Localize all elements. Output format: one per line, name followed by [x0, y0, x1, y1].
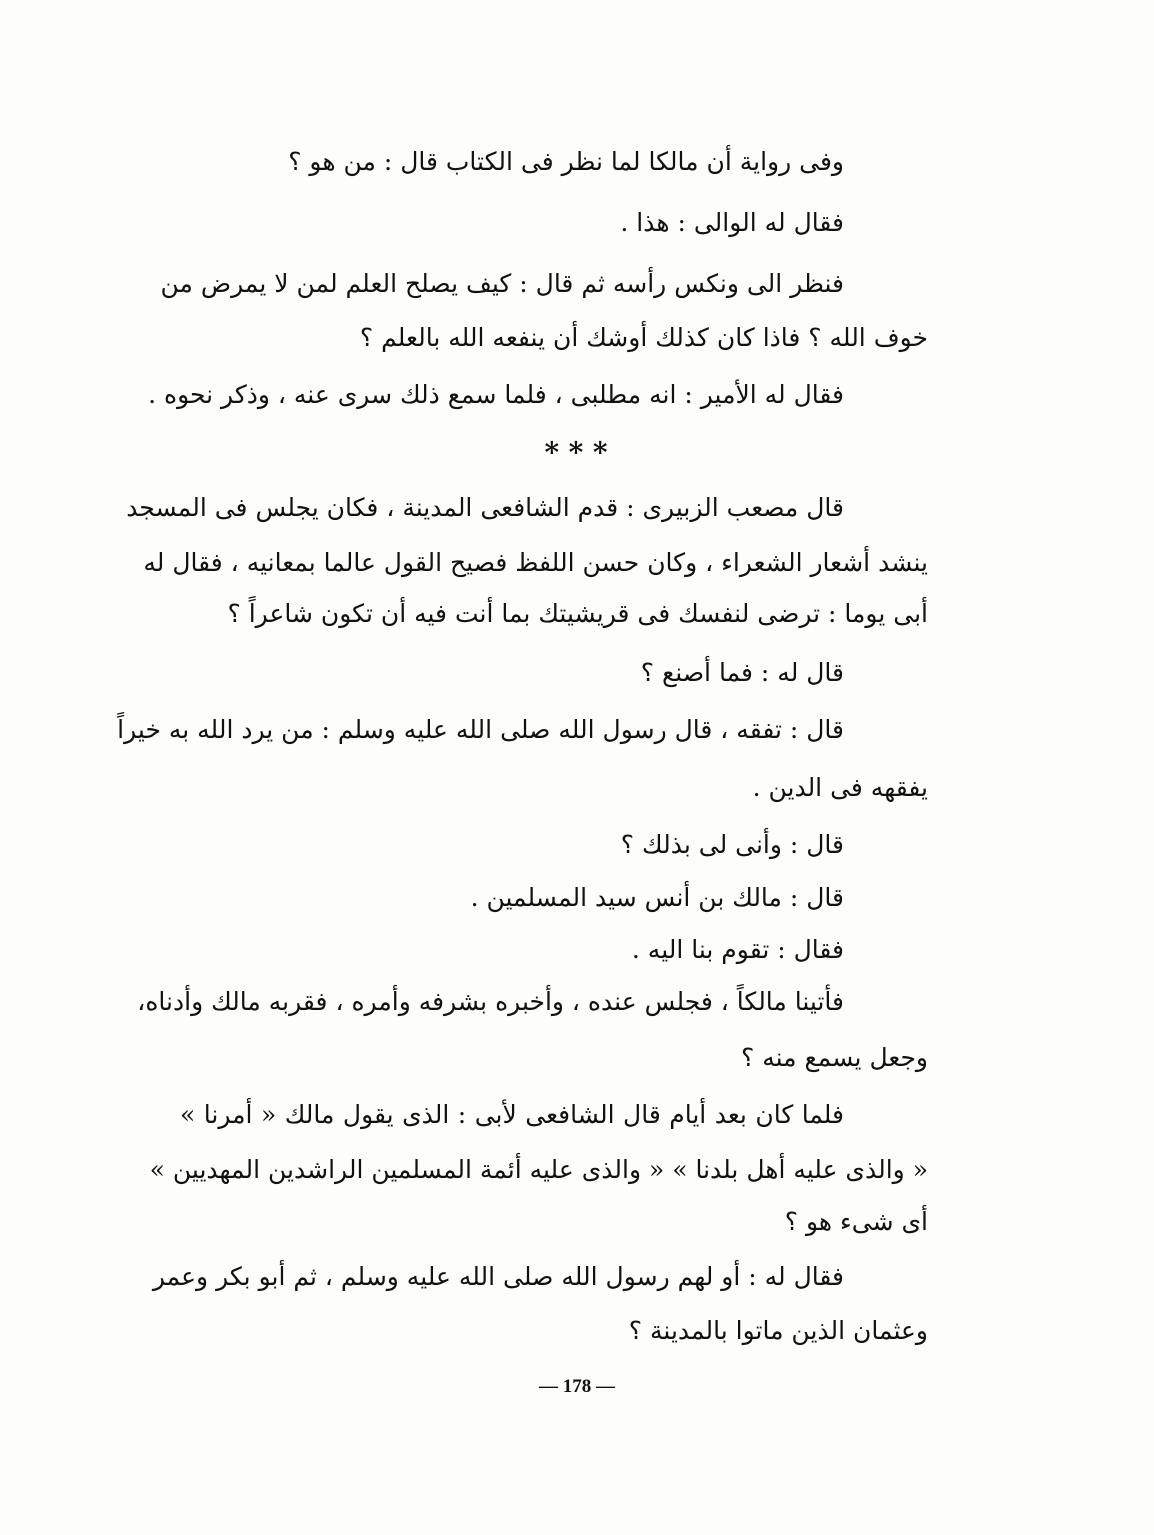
- text-line: أبى يوما : ترضى لنفسك فى قريشيتك بما أنت فيه أن تكون شاعراً ؟: [227, 599, 928, 628]
- text-line: أى شىء هو ؟: [784, 1207, 928, 1236]
- text-line: فقال : تقوم بنا اليه .: [631, 935, 844, 964]
- text-line: « والذى عليه أهل بلدنا » « والذى عليه أئمة المسلمين الراشدين المهديين »: [149, 1155, 928, 1184]
- page-number: — 178 —: [539, 1376, 615, 1397]
- text-line: وفى رواية أن مالكا لما نظر فى الكتاب قال : من هو ؟: [288, 147, 844, 176]
- text-line: فأتينا مالكاً ، فجلس عنده ، وأخبره بشرفه وأمره ، فقربه مالك وأدناه،: [137, 987, 844, 1016]
- text-line: يفقهه فى الدين .: [752, 773, 928, 802]
- section-separator: * * *: [544, 436, 610, 469]
- text-line: فقال له الأمير : انه مطلبى ، فلما سمع ذلك سرى عنه ، وذكر نحوه .: [148, 380, 844, 409]
- text-line: قال : مالك بن أنس سيد المسلمين .: [470, 883, 844, 912]
- text-line: فلما كان بعد أيام قال الشافعى لأبى : الذى يقول مالك « أمرنا »: [180, 1100, 844, 1129]
- text-line: فقال له : أو لهم رسول الله صلى الله عليه وسلم ، ثم أبو بكر وعمر: [152, 1262, 844, 1291]
- text-line: فقال له الوالى : هذا .: [620, 208, 844, 237]
- text-line: ينشد أشعار الشعراء ، وكان حسن اللفظ فصيح القول عالما بمعانيه ، فقال له: [143, 548, 928, 577]
- text-line: قال : وأنى لى بذلك ؟: [620, 830, 844, 859]
- text-line: قال له : فما أصنع ؟: [640, 658, 844, 687]
- text-line: خوف الله ؟ فاذا كان كذلك أوشك أن ينفعه الله بالعلم ؟: [359, 323, 928, 352]
- text-line: قال مصعب الزبيرى : قدم الشافعى المدينة ، فكان يجلس فى المسجد: [126, 493, 844, 522]
- text-line: وعثمان الذين ماتوا بالمدينة ؟: [628, 1316, 928, 1345]
- text-line: وجعل يسمع منه ؟: [741, 1043, 928, 1072]
- text-line: قال : تفقه ، قال رسول الله صلى الله عليه وسلم : من يرد الله به خيراً: [117, 715, 844, 744]
- text-line: فنظر الى ونكس رأسه ثم قال : كيف يصلح العلم لمن لا يمرض من: [160, 269, 844, 298]
